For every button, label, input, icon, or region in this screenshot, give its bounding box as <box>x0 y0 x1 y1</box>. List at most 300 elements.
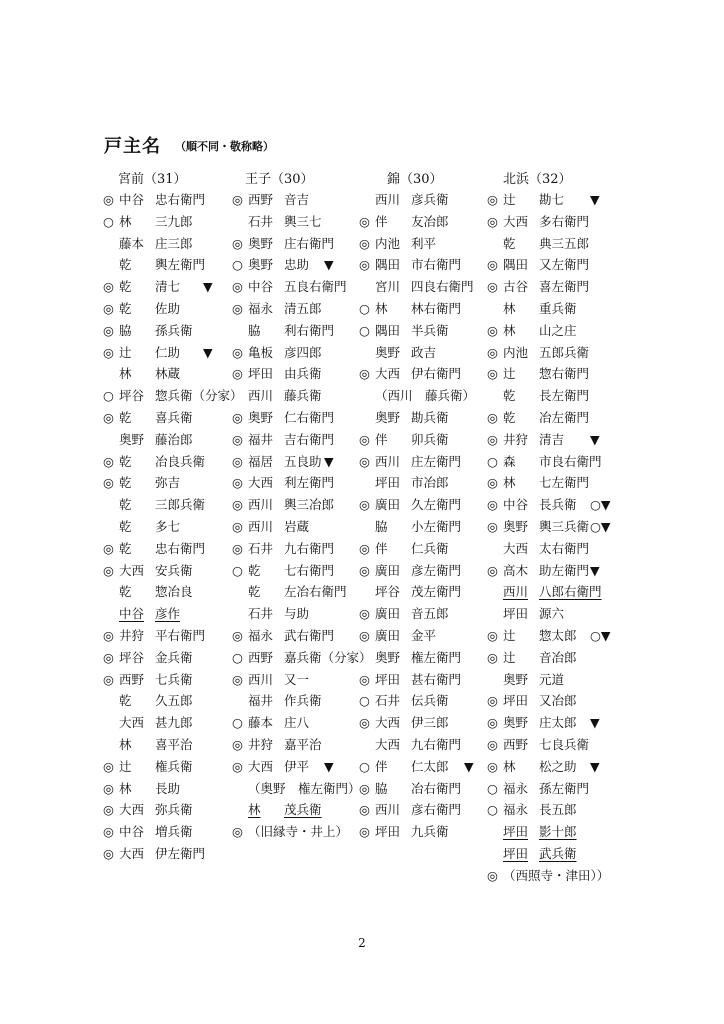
family-name: 奥野 <box>375 649 401 665</box>
trailing-mark: ○▼ <box>590 497 611 513</box>
given-name: 小左衛門 <box>411 518 462 534</box>
family-name: 大西 <box>375 715 401 731</box>
family-name: 奥野 <box>248 235 274 251</box>
family-name: 脇 <box>248 322 261 338</box>
family-name: 辻 <box>503 366 516 382</box>
given-name: 藤治郎 <box>155 431 193 447</box>
given-name: 清吉 <box>539 431 565 447</box>
given-name: 三郎兵衛 <box>155 497 206 513</box>
status-mark: ○ <box>487 780 498 796</box>
given-name: 惣兵衛（分家） <box>155 388 243 404</box>
status-mark: ◎ <box>103 649 114 665</box>
given-name: 安兵衛 <box>155 562 193 578</box>
status-mark: ◎ <box>359 627 370 643</box>
entry-note: （旧縁寺・井上） <box>248 824 349 840</box>
family-name: 西野 <box>503 736 529 752</box>
given-name: 武兵衛 <box>539 845 577 861</box>
given-name: 伊平 <box>284 758 310 774</box>
status-mark: ◎ <box>103 192 114 207</box>
given-name: 七右衛門 <box>284 562 335 578</box>
given-name: 輿左衛門 <box>155 257 206 273</box>
given-name: 利平 <box>411 235 437 251</box>
status-mark: ◎ <box>232 540 243 556</box>
status-mark: ◎ <box>359 257 370 273</box>
status-mark: ○ <box>359 322 370 338</box>
status-mark: ○ <box>359 300 370 316</box>
family-name: 奥野 <box>503 518 529 534</box>
family-name: 坪田 <box>375 671 401 687</box>
given-name: 彦作 <box>155 606 181 622</box>
status-mark: ○ <box>232 562 243 578</box>
given-name: 庄右衛門 <box>284 235 335 251</box>
trailing-mark: ▼ <box>590 758 600 774</box>
family-name: 西川 <box>503 584 529 600</box>
status-mark: ◎ <box>359 431 370 447</box>
given-name: 権左衛門 <box>411 649 462 665</box>
given-name: 惣右衛門 <box>539 366 590 382</box>
family-name: 乾 <box>119 518 132 534</box>
trailing-mark: ▼ <box>590 715 600 731</box>
status-mark: ◎ <box>232 431 243 447</box>
given-name: 伊三郎 <box>411 715 449 731</box>
status-mark: ◎ <box>487 192 498 207</box>
given-name: 喜兵衛 <box>155 409 193 425</box>
given-name: 平右衛門 <box>155 627 206 643</box>
given-name: 孫左衛門 <box>539 780 590 796</box>
given-name: 吉右衛門 <box>284 431 335 447</box>
given-name: 久左衛門 <box>411 497 462 513</box>
status-mark: ◎ <box>487 475 498 491</box>
family-name: 福井 <box>248 431 274 447</box>
family-name: 大西 <box>119 562 145 578</box>
family-name: 林 <box>119 366 132 382</box>
given-name: 源六 <box>539 606 565 622</box>
family-name: 奥野 <box>248 409 274 425</box>
family-name: 石井 <box>248 213 274 229</box>
given-name: 与助 <box>284 606 310 622</box>
family-name: 古谷 <box>503 279 529 295</box>
status-mark: ◎ <box>103 453 114 469</box>
family-name: 西川 <box>375 192 401 207</box>
family-name: 坪田 <box>375 475 401 491</box>
status-mark: ○ <box>359 758 370 774</box>
family-name: 中谷 <box>503 497 529 513</box>
given-name: 音五郎 <box>411 606 449 622</box>
status-mark: ◎ <box>232 366 243 382</box>
given-name: 冶右衛門 <box>411 780 462 796</box>
status-mark: ◎ <box>487 497 498 513</box>
given-name: 彦左衛門 <box>411 562 462 578</box>
family-name: 坪谷 <box>119 388 145 404</box>
given-name: 市右衛門 <box>411 257 462 273</box>
status-mark: ◎ <box>232 671 243 687</box>
given-name: 庄太郎 <box>539 715 577 731</box>
given-name: 藤兵衛 <box>284 388 322 404</box>
status-mark: ◎ <box>103 300 114 316</box>
family-name: 福永 <box>503 780 529 796</box>
family-name: 乾 <box>503 409 516 425</box>
given-name: 助左衛門 <box>539 562 590 578</box>
status-mark: ○ <box>487 453 498 469</box>
family-name: 乾 <box>119 300 132 316</box>
status-mark: ◎ <box>103 344 114 360</box>
family-name: 坪田 <box>503 824 529 840</box>
family-name: 乾 <box>248 584 261 600</box>
given-name: 七良兵衛 <box>539 736 590 752</box>
status-mark: ◎ <box>359 780 370 796</box>
given-name: 久五郎 <box>155 693 193 709</box>
status-mark: ◎ <box>487 715 498 731</box>
family-name: 亀板 <box>248 344 274 360</box>
given-name: 喜平治 <box>155 736 193 752</box>
status-mark: ◎ <box>103 627 114 643</box>
family-name: 林 <box>503 322 516 338</box>
family-name: 石井 <box>375 693 401 709</box>
status-mark: ◎ <box>359 606 370 622</box>
status-mark: ◎ <box>103 845 114 861</box>
family-name: 宮川 <box>375 279 401 295</box>
status-mark: ◎ <box>359 366 370 382</box>
status-mark: ◎ <box>103 802 114 818</box>
family-name: 奥野 <box>119 431 145 447</box>
status-mark: ◎ <box>103 409 114 425</box>
given-name: 弥吉 <box>155 475 181 491</box>
family-name: 乾 <box>119 497 132 513</box>
family-name: 辻 <box>119 758 132 774</box>
given-name: 卯兵衛 <box>411 431 449 447</box>
given-name: 佐助 <box>155 300 181 316</box>
given-name: 林蔵 <box>155 366 181 382</box>
given-name: 勘七 <box>539 192 565 207</box>
family-name: 坪田 <box>503 693 529 709</box>
family-name: 西川 <box>375 453 401 469</box>
status-mark: ◎ <box>487 736 498 752</box>
trailing-mark: ▼ <box>590 562 600 578</box>
family-name: 西野 <box>248 192 274 207</box>
family-name: 中谷 <box>119 606 145 622</box>
section-title: 戸主名 <box>104 136 161 157</box>
trailing-mark: ○▼ <box>590 518 611 534</box>
family-name: 大西 <box>248 475 274 491</box>
status-mark: ◎ <box>103 540 114 556</box>
family-name: 辻 <box>503 649 516 665</box>
given-name: 仁太郎 <box>411 758 449 774</box>
given-name: 音吉 <box>284 192 310 207</box>
given-name: 半兵衛 <box>411 322 449 338</box>
status-mark: ◎ <box>487 518 498 534</box>
given-name: 九右衛門 <box>411 736 462 752</box>
family-name: 大西 <box>375 366 401 382</box>
family-name: 大西 <box>119 845 145 861</box>
trailing-mark: ▼ <box>590 192 600 207</box>
family-name: 乾 <box>119 693 132 709</box>
status-mark: ◎ <box>487 279 498 295</box>
given-name: 惣冶良 <box>155 584 193 600</box>
status-mark: ◎ <box>487 693 498 709</box>
given-name: 太右衛門 <box>539 540 590 556</box>
family-name: 奥野 <box>503 715 529 731</box>
given-name: 長左衛門 <box>539 388 590 404</box>
status-mark: ◎ <box>359 235 370 251</box>
status-mark: ◎ <box>232 627 243 643</box>
given-name: 市良右衛門 <box>539 453 602 469</box>
given-name: 伊左衛門 <box>155 845 206 861</box>
family-name: 西野 <box>248 649 274 665</box>
family-name: 乾 <box>503 388 516 404</box>
family-name: 藤本 <box>248 715 274 731</box>
given-name: 岩蔵 <box>284 518 310 534</box>
family-name: 西川 <box>248 388 274 404</box>
status-mark: ◎ <box>232 518 243 534</box>
entry-note: （奥野 権左衛門） <box>248 780 361 796</box>
given-name: 彦右衛門 <box>411 802 462 818</box>
family-name: 廣田 <box>375 497 401 513</box>
status-mark: ◎ <box>103 475 114 491</box>
family-name: 西川 <box>375 802 401 818</box>
family-name: 大西 <box>375 736 401 752</box>
given-name: 金平 <box>411 627 437 643</box>
status-mark: ◎ <box>359 562 370 578</box>
given-name: 七兵衛 <box>155 671 193 687</box>
status-mark: ◎ <box>487 344 498 360</box>
given-name: 九兵衛 <box>411 824 449 840</box>
given-name: 三九郎 <box>155 213 193 229</box>
status-mark: ○ <box>232 715 243 731</box>
given-name: 伊右衛門 <box>411 366 462 382</box>
given-name: 武右衛門 <box>284 627 335 643</box>
status-mark: ◎ <box>487 431 498 447</box>
status-mark: ◎ <box>487 562 498 578</box>
given-name: 嘉平治 <box>284 736 322 752</box>
family-name: 林 <box>248 802 261 818</box>
status-mark: ◎ <box>103 780 114 796</box>
column-heading-kitahama: 北浜（32） <box>503 172 572 187</box>
trailing-mark: ▼ <box>590 431 600 447</box>
given-name: 清七 <box>155 279 181 295</box>
status-mark: ○ <box>232 257 243 273</box>
family-name: 隅田 <box>503 257 529 273</box>
family-name: 奥野 <box>503 671 529 687</box>
family-name: 坪谷 <box>375 584 401 600</box>
entry-note: （西照寺・津田）） <box>503 867 610 883</box>
family-name: 伴 <box>375 431 388 447</box>
status-mark: ◎ <box>487 627 498 643</box>
status-mark: ◎ <box>232 453 243 469</box>
given-name: 左冶右衛門 <box>284 584 347 600</box>
given-name: 典三五郎 <box>539 235 590 251</box>
status-mark: ◎ <box>359 824 370 840</box>
status-mark: ◎ <box>359 540 370 556</box>
family-name: 中谷 <box>119 192 145 207</box>
given-name: 作兵衛 <box>284 693 322 709</box>
family-name: 福永 <box>248 627 274 643</box>
family-name: 福永 <box>503 802 529 818</box>
given-name: 利右衛門 <box>284 322 335 338</box>
family-name: 福永 <box>248 300 274 316</box>
status-mark: ○ <box>232 649 243 665</box>
status-mark: ◎ <box>487 213 498 229</box>
status-mark: ○ <box>487 802 498 818</box>
given-name: 冶左衛門 <box>539 409 590 425</box>
family-name: 井狩 <box>248 736 274 752</box>
status-mark: ○ <box>103 213 114 229</box>
family-name: 大西 <box>503 540 529 556</box>
given-name: 五郎兵衛 <box>539 344 590 360</box>
family-name: 脇 <box>375 518 388 534</box>
given-name: 由兵衛 <box>284 366 322 382</box>
given-name: 忠右衛門 <box>155 192 206 207</box>
status-mark: ◎ <box>103 322 114 338</box>
status-mark: ◎ <box>359 213 370 229</box>
family-name: 廣田 <box>375 606 401 622</box>
given-name: 冶良兵衛 <box>155 453 206 469</box>
family-name: 福井 <box>248 693 274 709</box>
family-name: 森 <box>503 453 516 469</box>
family-name: 林 <box>119 780 132 796</box>
family-name: 脇 <box>375 780 388 796</box>
given-name: 勘兵衛 <box>411 409 449 425</box>
status-mark: ◎ <box>103 279 114 295</box>
family-name: 伴 <box>375 540 388 556</box>
given-name: 惣太郎 <box>539 627 577 643</box>
family-name: 内池 <box>375 235 401 251</box>
family-name: 隅田 <box>375 257 401 273</box>
column-heading-ouji: 王子（30） <box>245 172 314 187</box>
trailing-mark: ▼ <box>203 279 213 295</box>
page-number: 2 <box>358 936 366 950</box>
family-name: 林 <box>375 300 388 316</box>
family-name: 中谷 <box>119 824 145 840</box>
family-name: 坪田 <box>503 606 529 622</box>
given-name: 八郎右衛門 <box>539 584 602 600</box>
family-name: 奥野 <box>375 344 401 360</box>
given-name: 輿三冶郎 <box>284 497 335 513</box>
family-name: 井狩 <box>503 431 529 447</box>
status-mark: ◎ <box>487 366 498 382</box>
family-name: 乾 <box>503 235 516 251</box>
status-mark: ◎ <box>487 409 498 425</box>
given-name: 茂左衛門 <box>411 584 462 600</box>
family-name: 内池 <box>503 344 529 360</box>
given-name: 政吉 <box>411 344 437 360</box>
given-name: 輿三兵衛 <box>539 518 590 534</box>
status-mark: ◎ <box>359 802 370 818</box>
given-name: 利左衛門 <box>284 475 335 491</box>
given-name: 輿三七 <box>284 213 322 229</box>
given-name: 清五郎 <box>284 300 322 316</box>
trailing-mark: ▼ <box>324 257 334 273</box>
family-name: 西川 <box>248 671 274 687</box>
family-name: 奥野 <box>248 257 274 273</box>
family-name: 西川 <box>248 497 274 513</box>
entry-note: （西川 藤兵衛） <box>375 388 476 404</box>
column-heading-nishiki: 錦（30） <box>387 172 443 187</box>
section-heading <box>104 132 274 158</box>
status-mark: ◎ <box>359 715 370 731</box>
given-name: 甚右衛門 <box>411 671 462 687</box>
family-name: 林 <box>503 758 516 774</box>
given-name: 彦四郎 <box>284 344 322 360</box>
given-name: 増兵衛 <box>155 824 193 840</box>
trailing-mark: ▼ <box>464 758 474 774</box>
given-name: 五良右衛門 <box>284 279 347 295</box>
given-name: 弥兵衛 <box>155 802 193 818</box>
family-name: 林 <box>119 213 132 229</box>
section-subtitle: （順不同・敬称略） <box>175 140 274 153</box>
family-name: 乾 <box>119 584 132 600</box>
family-name: 石井 <box>248 540 274 556</box>
status-mark: ◎ <box>103 824 114 840</box>
given-name: 仁助 <box>155 344 181 360</box>
given-name: 又左衛門 <box>539 257 590 273</box>
given-name: 孫兵衛 <box>155 322 193 338</box>
given-name: 忠助 <box>284 257 310 273</box>
status-mark: ○ <box>103 388 114 404</box>
family-name: 乾 <box>119 453 132 469</box>
status-mark: ◎ <box>103 671 114 687</box>
given-name: 茂兵衛 <box>284 802 322 818</box>
given-name: 庄八 <box>284 715 310 731</box>
given-name: 又冶郎 <box>539 693 577 709</box>
family-name: 坪田 <box>248 366 274 382</box>
status-mark: ◎ <box>487 867 498 883</box>
given-name: 多右衛門 <box>539 213 590 229</box>
family-name: 脇 <box>119 322 132 338</box>
given-name: 忠右衛門 <box>155 540 206 556</box>
given-name: 山之庄 <box>539 322 577 338</box>
given-name: 仁右衛門 <box>284 409 335 425</box>
family-name: 林 <box>503 300 516 316</box>
status-mark: ◎ <box>487 758 498 774</box>
status-mark: ○ <box>359 693 370 709</box>
trailing-mark: ▼ <box>203 344 213 360</box>
given-name: 友冶郎 <box>411 213 449 229</box>
status-mark: ◎ <box>232 300 243 316</box>
status-mark: ◎ <box>103 758 114 774</box>
family-name: 隅田 <box>375 322 401 338</box>
family-name: 廣田 <box>375 562 401 578</box>
status-mark: ◎ <box>232 235 243 251</box>
family-name: 中谷 <box>248 279 274 295</box>
trailing-mark: ▼ <box>324 758 334 774</box>
family-name: 辻 <box>503 192 516 207</box>
family-name: 坪谷 <box>119 649 145 665</box>
family-name: 福居 <box>248 453 274 469</box>
family-name: 西川 <box>248 518 274 534</box>
family-name: 大西 <box>119 802 145 818</box>
status-mark: ◎ <box>232 279 243 295</box>
given-name: 喜左衛門 <box>539 279 590 295</box>
given-name: 庄左衛門 <box>411 453 462 469</box>
given-name: 権兵衛 <box>155 758 193 774</box>
given-name: 七左衛門 <box>539 475 590 491</box>
given-name: 長五郎 <box>539 802 577 818</box>
family-name: 奥野 <box>375 409 401 425</box>
family-name: 伴 <box>375 213 388 229</box>
status-mark: ◎ <box>232 475 243 491</box>
family-name: 井狩 <box>119 627 145 643</box>
trailing-mark: ○▼ <box>590 627 611 643</box>
family-name: 伴 <box>375 758 388 774</box>
given-name: 重兵衛 <box>539 300 577 316</box>
family-name: 乾 <box>248 562 261 578</box>
given-name: 嘉兵衛（分家） <box>284 649 372 665</box>
family-name: 藤本 <box>119 235 145 251</box>
status-mark: ◎ <box>103 562 114 578</box>
status-mark: ◎ <box>487 322 498 338</box>
given-name: 彦兵衛 <box>411 192 449 207</box>
family-name: 乾 <box>119 279 132 295</box>
